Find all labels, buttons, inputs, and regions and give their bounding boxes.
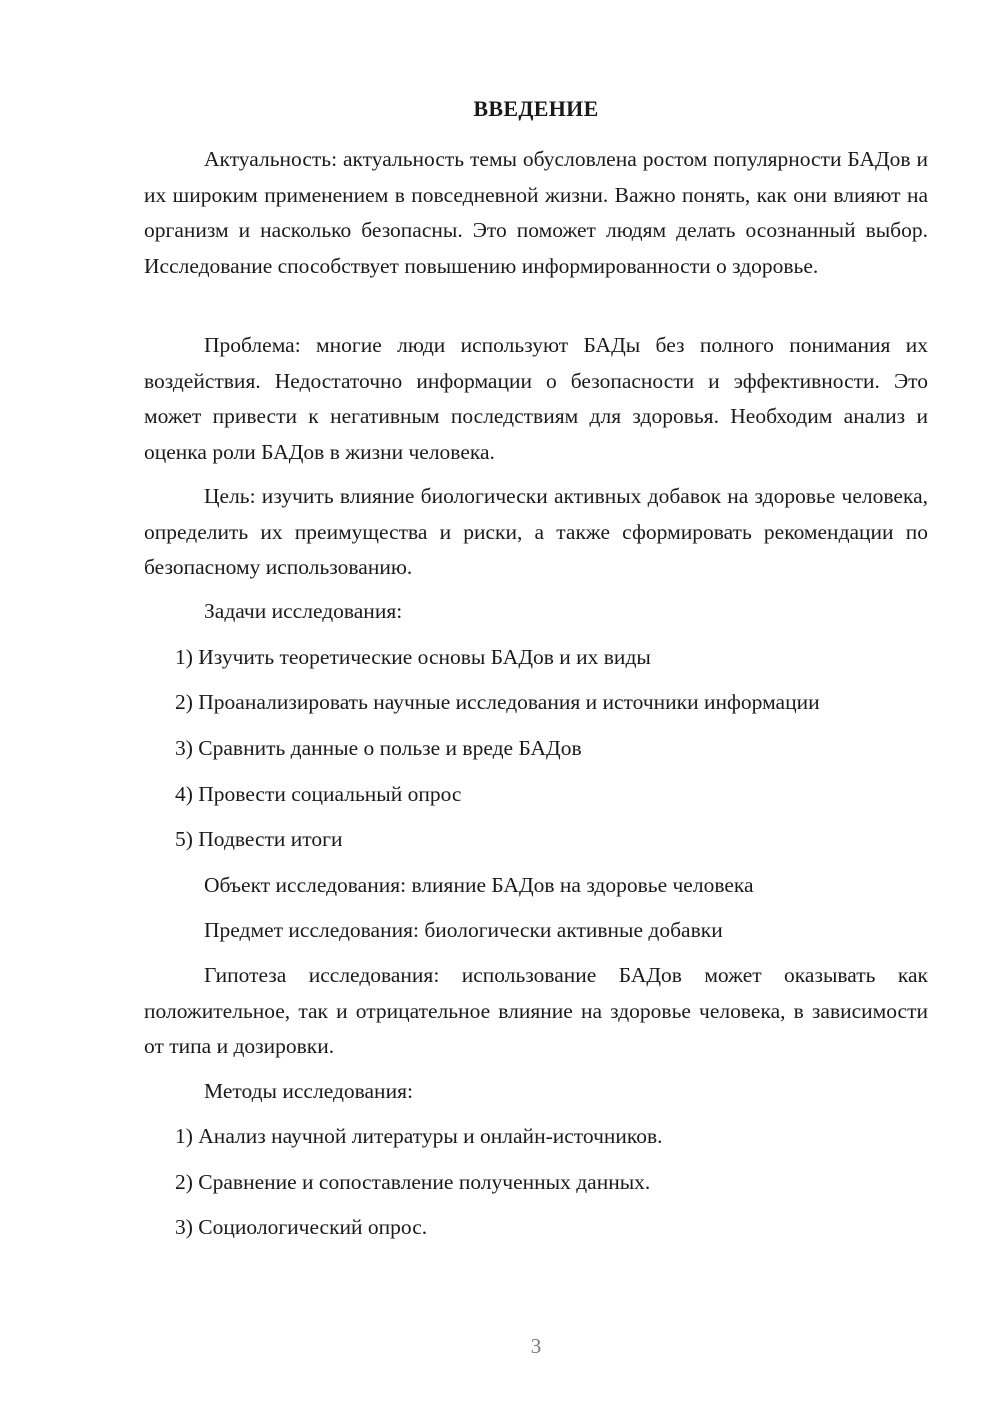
task-item: 5) Подвести итоги (175, 827, 343, 851)
methods-heading: Методы исследования: (204, 1079, 413, 1103)
page-title: ВВЕДЕНИЕ (473, 96, 599, 121)
research-object: Объект исследования: влияние БАДов на здоровье человека (204, 873, 754, 897)
tasks-heading: Задачи исследования: (204, 599, 403, 623)
method-item: 3) Социологический опрос. (175, 1215, 428, 1239)
research-subject: Предмет исследования: биологически активные добавки (204, 918, 723, 942)
page-number: 3 (530, 1334, 542, 1358)
method-item: 2) Сравнение и сопоставление полученных данных. (175, 1170, 651, 1194)
paragraph-relevance: Актуальность: актуальность темы обусловлена ростом популярности БАДов и их широким применением в повседневной жизни. Важно понять, как они влияют на организм и насколько безопасны. Это поможет людям делать осознанный выбор. Исследование способствует повышению информированности о здоровье. (144, 147, 928, 278)
paragraph-problem: Проблема: многие люди используют БАДы без полного понимания их воздействия. Недостаточно информации о безопасности и эффективности. Это может привести к негативным последствиям для здоровья. Необходим анализ и оценка роли БАДов в жизни человека. (144, 333, 928, 464)
task-item: 2) Проанализировать научные исследования и источники информации (175, 690, 820, 714)
method-item: 1) Анализ научной литературы и онлайн-источников. (175, 1124, 663, 1148)
task-item: 3) Сравнить данные о пользе и вреде БАДов (175, 736, 582, 760)
task-item: 4) Провести социальный опрос (175, 782, 462, 806)
paragraph-goal: Цель: изучить влияние биологически активных добавок на здоровье человека, определить их преимущества и риски, а также сформировать рекомендации по безопасному использованию. (144, 484, 928, 579)
paragraph-hypothesis: Гипотеза исследования: использование БАДов может оказывать как положительное, так и отрицательное влияние на здоровье человека, в зависимости от типа и дозировки. (144, 963, 928, 1058)
task-item: 1) Изучить теоретические основы БАДов и их виды (175, 645, 651, 669)
